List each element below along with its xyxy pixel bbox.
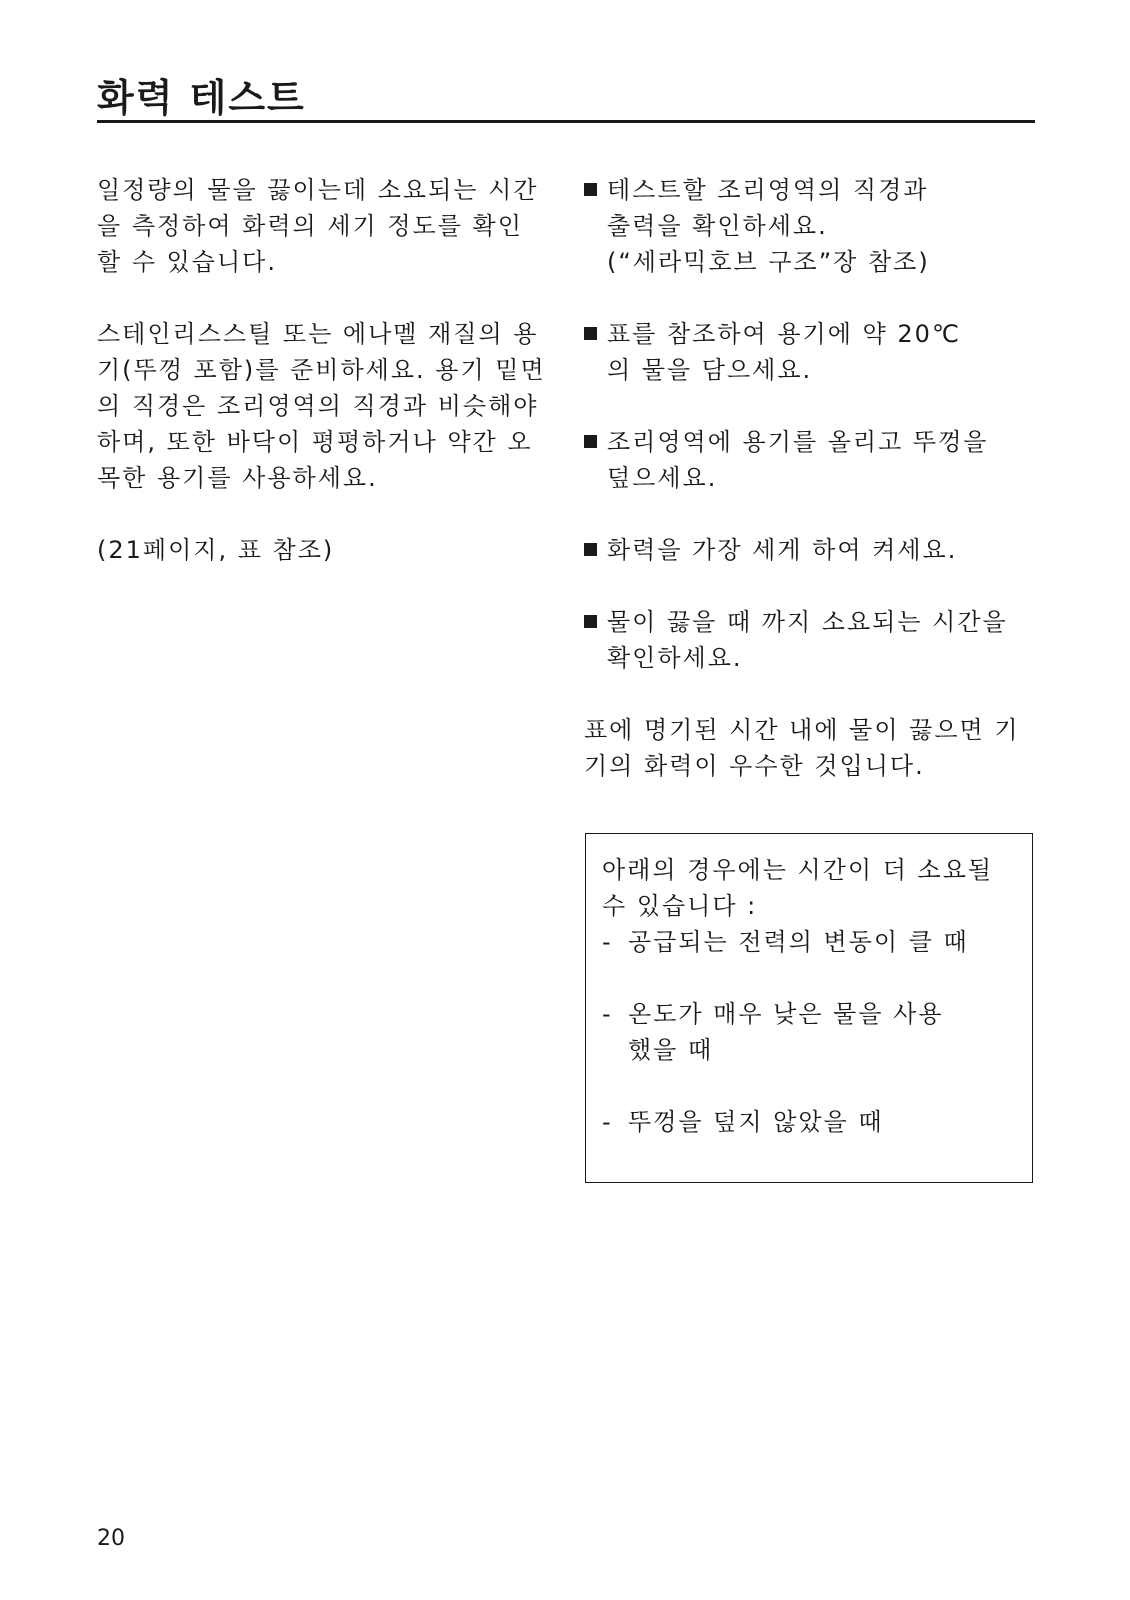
intro-paragraph: 일정량의 물을 끓이는데 소요되는 시간을 측정하여 화력의 세기 정도를 확인할 수 있습니다. [97, 176, 539, 276]
dash-bullet: - [602, 1000, 613, 1028]
title-underline [97, 120, 1035, 123]
reference-note: (21페이지, 표 참조) [97, 536, 335, 564]
note-item-text: 공급되는 전력의 변동이 클 때 [628, 928, 969, 956]
dash-bullet: - [602, 928, 613, 956]
note-item [602, 924, 1016, 960]
note-item-text: 뚜껑을 덮지 않았을 때 [628, 1108, 884, 1136]
square-bullet-icon [584, 327, 597, 340]
left-column [97, 172, 547, 568]
right-column [584, 172, 1034, 784]
note-item [602, 996, 1016, 1068]
note-item-text: 온도가 매우 낮은 물을 사용 했을 때 [628, 1000, 944, 1064]
step-text: 테스트할 조리영역의 직경과 출력을 확인하세요. (“세라믹호브 구조”장 참조) [607, 176, 930, 276]
step-item [584, 604, 1034, 676]
square-bullet-icon [584, 183, 597, 196]
container-paragraph: 스테인리스스틸 또는 에나멜 재질의 용기(뚜껑 포함)를 준비하세요. 용기 밑면의 직경은 조리영역의 직경과 비슷해야 하며, 또한 바닥이 평평하거나 약간 오목한 용기를 사용하세요. [97, 320, 546, 492]
note-intro: 아래의 경우에는 시간이 더 소요될 수 있습니다 : [602, 856, 994, 920]
square-bullet-icon [584, 615, 597, 628]
step-item [584, 316, 1034, 388]
page-title: 화력 테스트 [97, 76, 306, 120]
step-text: 화력을 가장 세게 하여 켜세요. [607, 536, 958, 564]
square-bullet-icon [584, 435, 597, 448]
step-text: 표를 참조하여 용기에 약 20℃ 의 물을 담으세요. [607, 320, 961, 384]
page-number: 20 [97, 1526, 125, 1551]
step-text: 물이 끓을 때 까지 소요되는 시간을 확인하세요. [607, 608, 1008, 672]
conclusion-paragraph: 표에 명기된 시간 내에 물이 끓으면 기기의 화력이 우수한 것입니다. [584, 716, 1020, 780]
note-box [585, 833, 1033, 1183]
square-bullet-icon [584, 543, 597, 556]
note-item [602, 1104, 1016, 1140]
step-item [584, 424, 1034, 496]
dash-bullet: - [602, 1108, 613, 1136]
step-item [584, 172, 1034, 280]
step-text: 조리영역에 용기를 올리고 뚜껑을 덮으세요. [607, 428, 989, 492]
step-item [584, 532, 1034, 568]
